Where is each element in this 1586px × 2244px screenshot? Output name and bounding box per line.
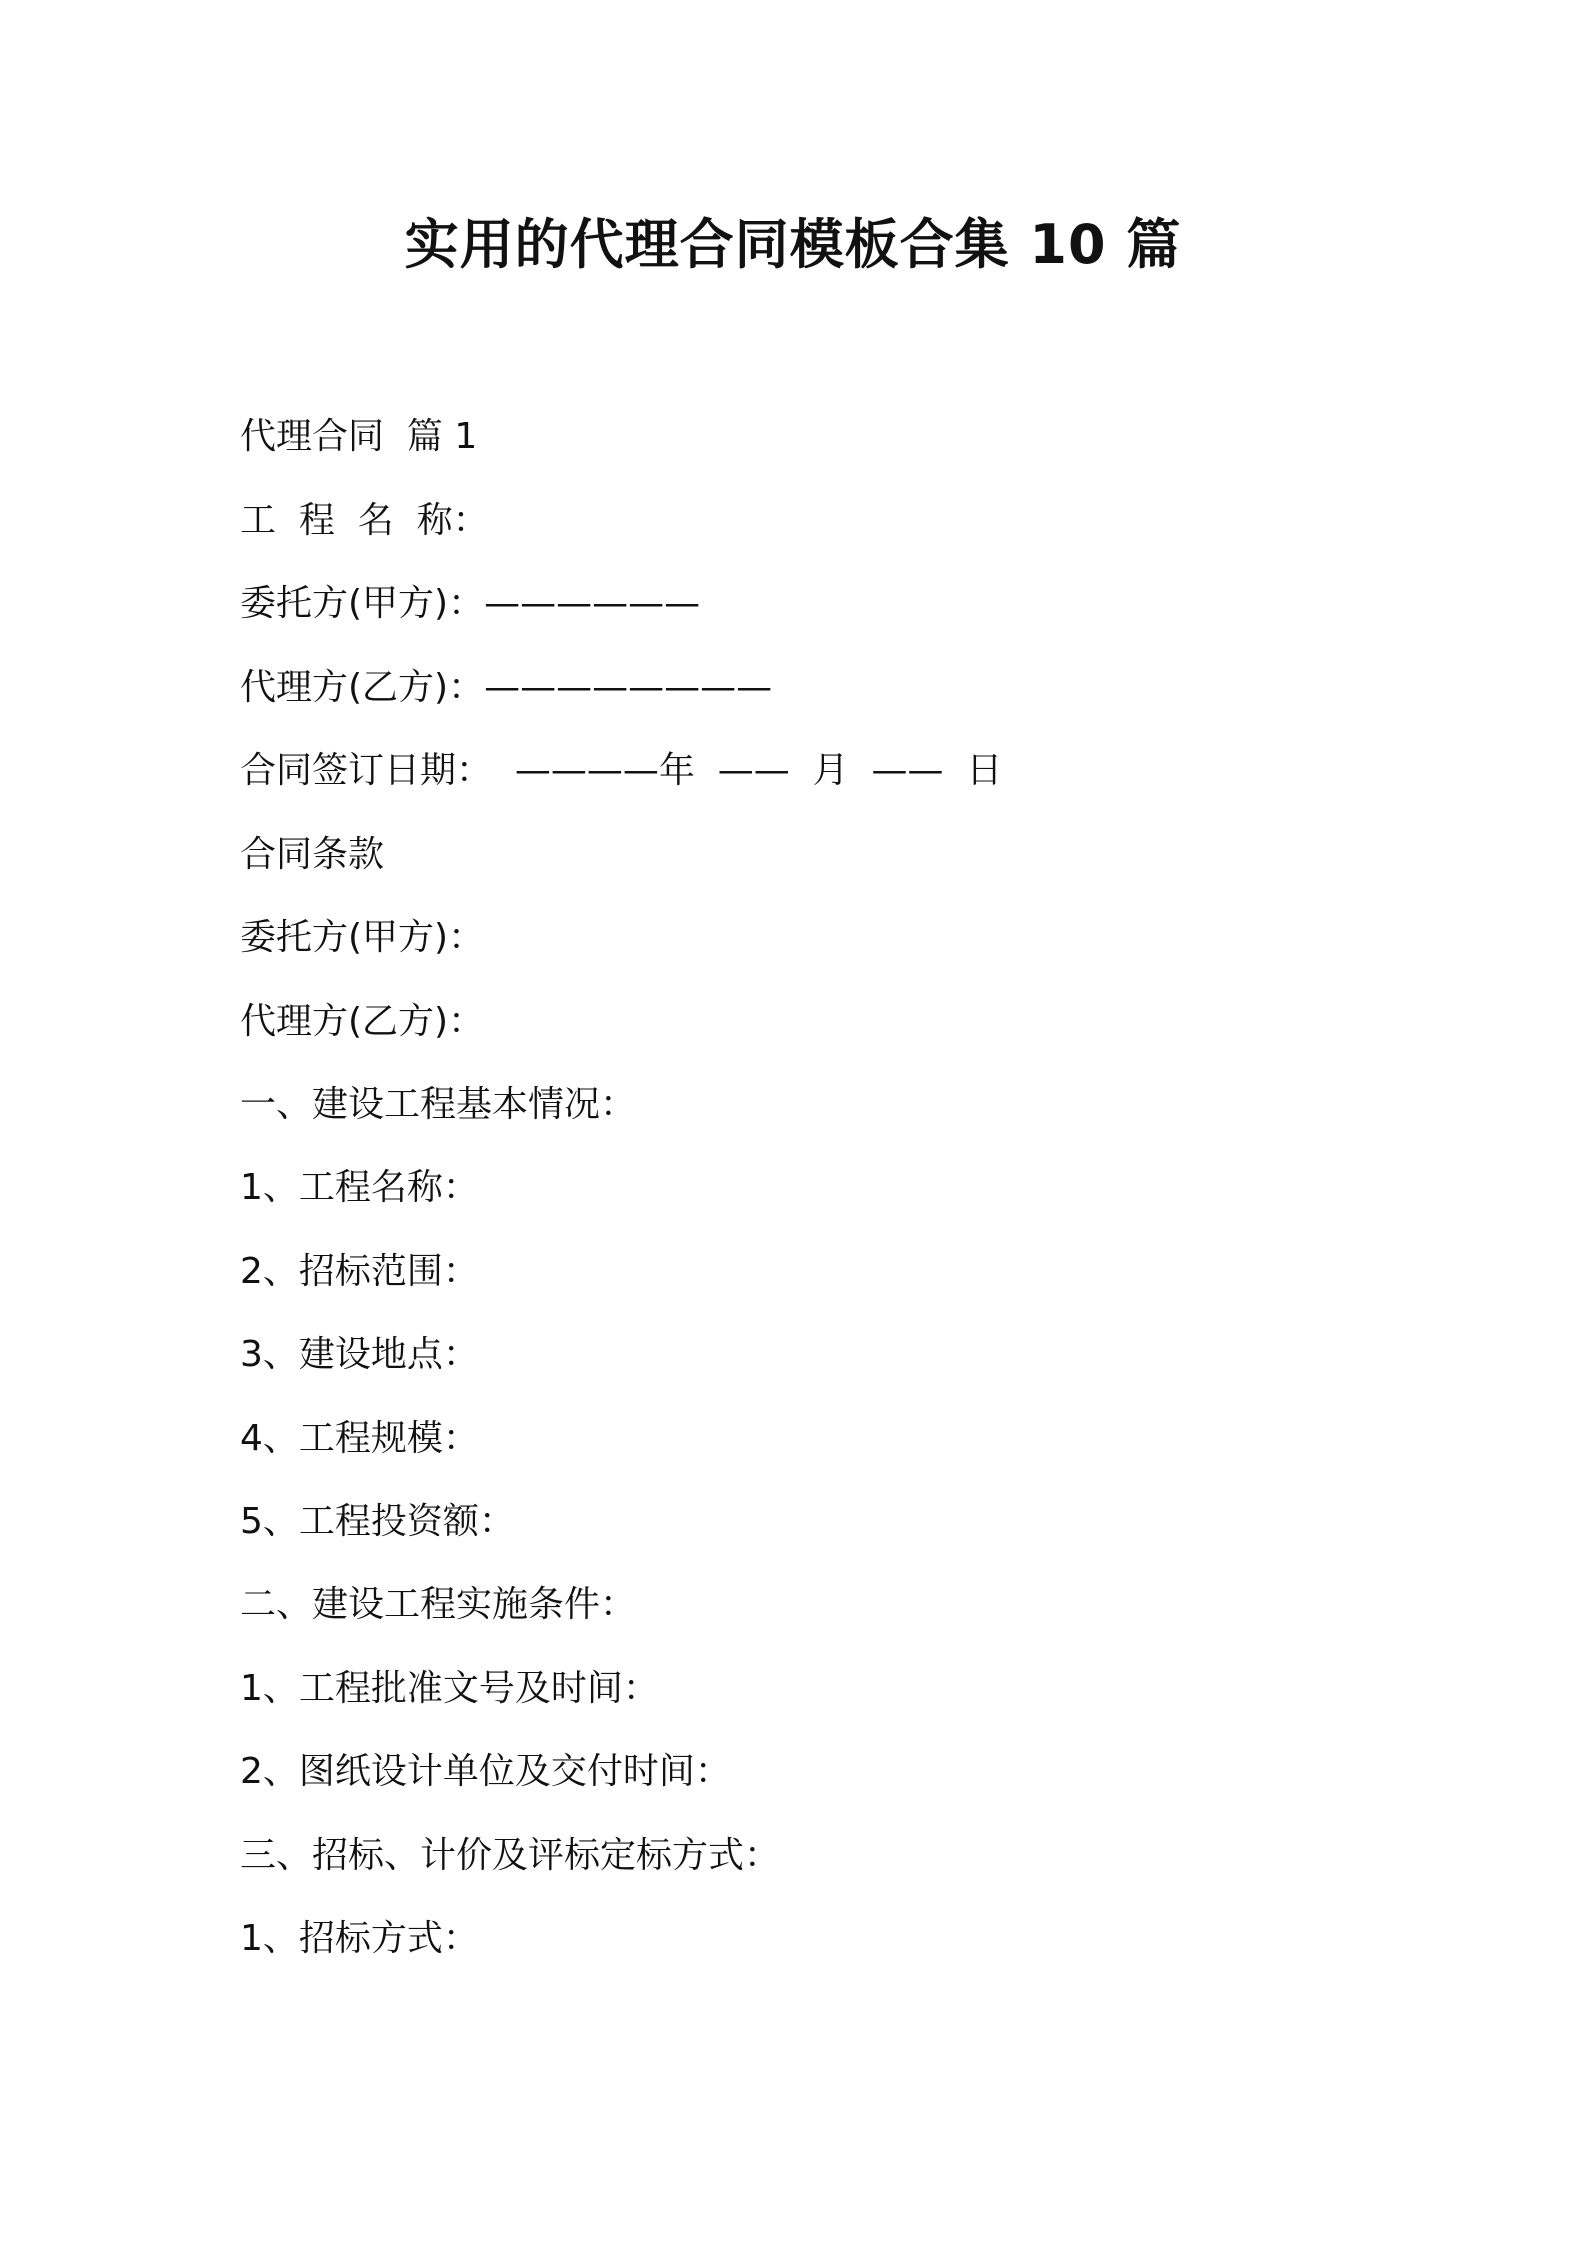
- item-project-name: 1、工程名称：: [240, 1167, 479, 1208]
- signing-date-field: 合同签订日期： ————年 —— 月 —— 日: [240, 750, 1003, 791]
- document-title: 实用的代理合同模板合集 10 篇: [404, 213, 1182, 276]
- section-2-heading: 二、建设工程实施条件：: [240, 1584, 637, 1625]
- item-bidding-scope: 2、招标范围：: [240, 1251, 479, 1292]
- agent-party-b-field: 代理方(乙方)：————————: [240, 667, 773, 708]
- project-name-field: 工 程 名 称：: [240, 500, 489, 541]
- item-construction-site: 3、建设地点：: [240, 1334, 479, 1375]
- contract-terms-heading: 合同条款: [240, 834, 385, 875]
- section-1-heading: 一、建设工程基本情况：: [240, 1084, 637, 1125]
- item-bidding-method: 1、招标方式：: [240, 1918, 479, 1959]
- section-heading-contract-1: 代理合同 篇 1: [240, 416, 478, 457]
- agent-party-b-label: 代理方(乙方)：: [240, 1001, 485, 1042]
- item-project-scale: 4、工程规模：: [240, 1418, 479, 1459]
- item-approval-number: 1、工程批准文号及时间：: [240, 1668, 659, 1709]
- principal-party-a-label: 委托方(甲方)：: [240, 917, 485, 958]
- principal-party-a-field: 委托方(甲方)：——————: [240, 583, 701, 624]
- section-3-heading: 三、招标、计价及评标定标方式：: [240, 1835, 781, 1876]
- item-design-unit: 2、图纸设计单位及交付时间：: [240, 1751, 731, 1792]
- item-investment-amount: 5、工程投资额：: [240, 1501, 515, 1542]
